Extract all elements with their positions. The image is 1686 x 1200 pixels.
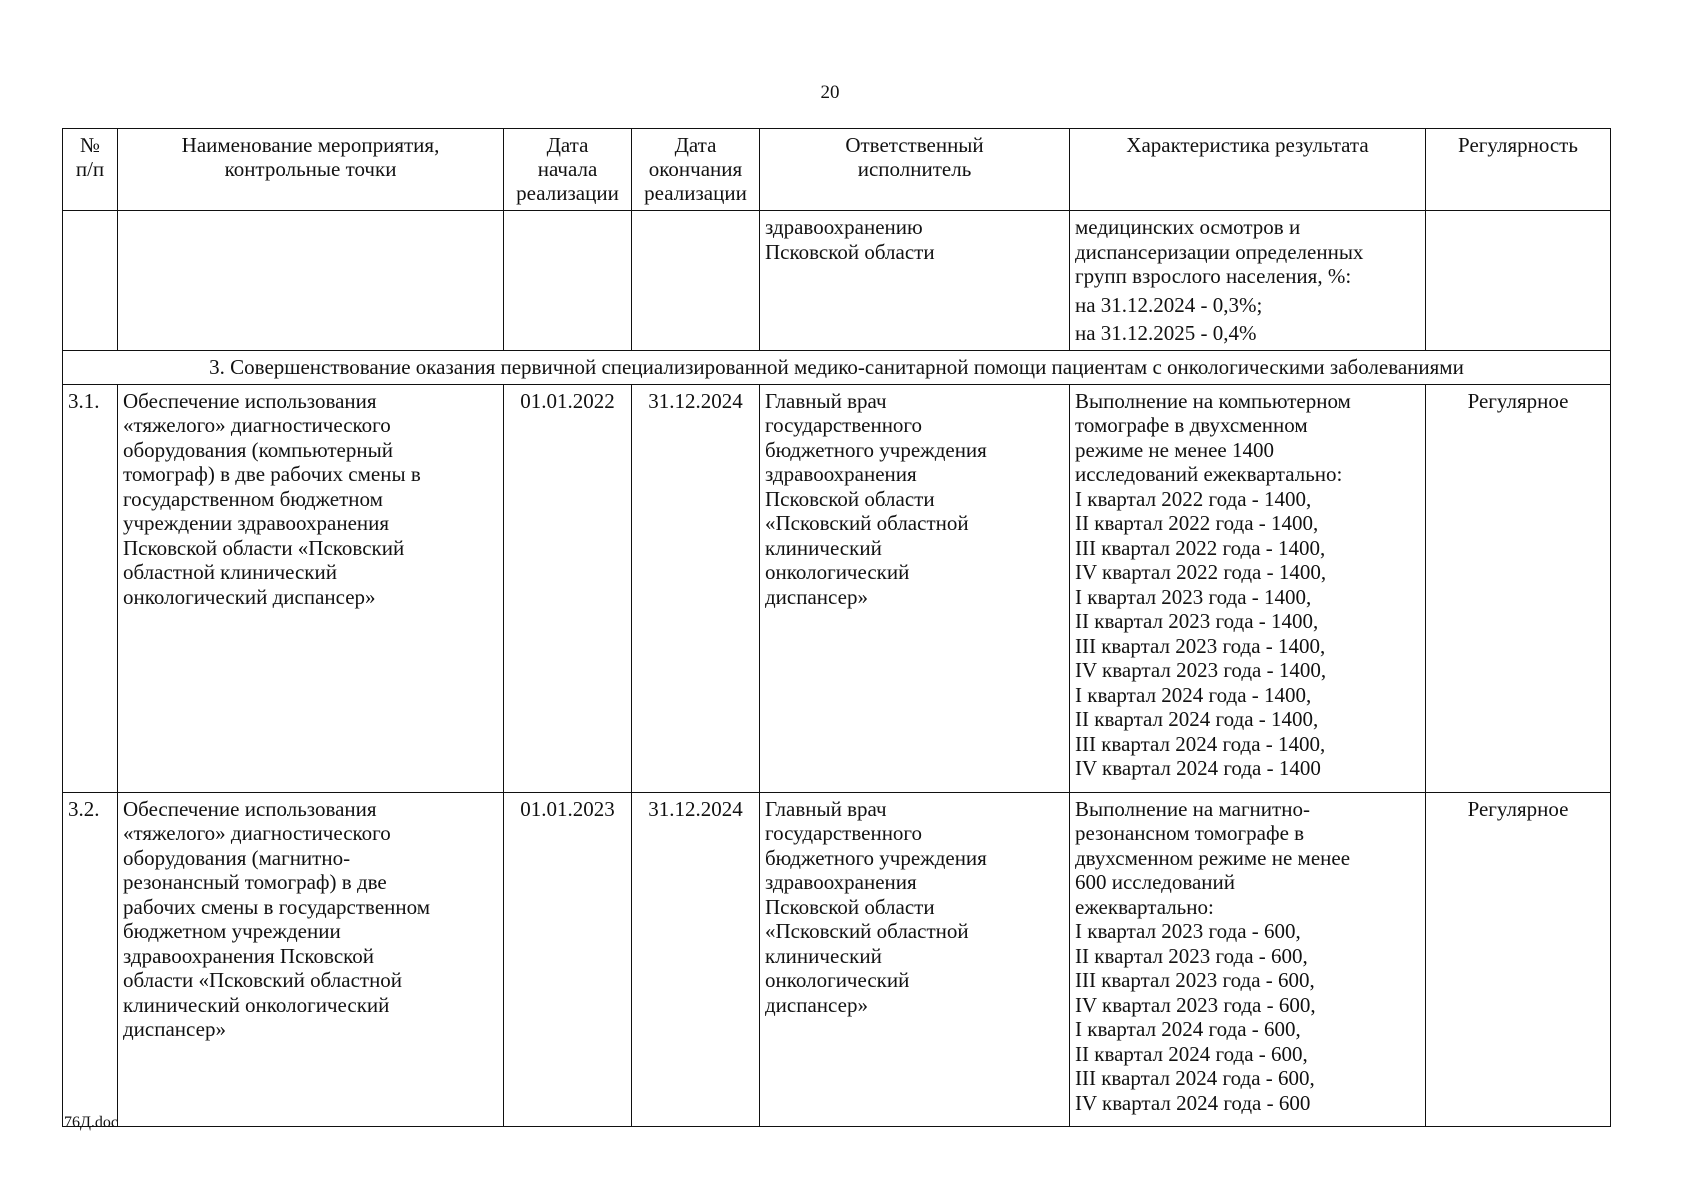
cont-start-cell [504, 211, 632, 351]
text-line: III квартал 2023 года - 600, [1075, 968, 1315, 992]
row-start-date: 01.01.2022 [504, 384, 632, 792]
header-name [118, 129, 504, 211]
text-line: на 31.12.2025 - 0,4% [1075, 321, 1257, 345]
row-end-date: 31.12.2024 [632, 384, 760, 792]
row-num: 3.2. [63, 792, 118, 1126]
text-line: исследований ежеквартально: [1075, 462, 1343, 486]
text-line: Псковской области [765, 894, 935, 919]
text-line: резонансном томографе в [1075, 821, 1305, 845]
header-num [63, 129, 118, 211]
text-line: Регулярность [1458, 133, 1578, 157]
text-line: п/п [75, 157, 105, 181]
text-line: Выполнение на компьютерном [1075, 388, 1351, 413]
text-line: реализации [644, 181, 747, 205]
text-line: Обеспечение использования [123, 796, 377, 821]
text-line: II квартал 2023 года - 1400, [1075, 609, 1319, 633]
text-line: IV квартал 2023 года - 600, [1075, 992, 1316, 1017]
header-row [63, 129, 1611, 211]
text-line: оборудования (магнитно- [123, 845, 351, 870]
page-number: 20 [820, 82, 840, 103]
row-responsible [760, 384, 1070, 792]
text-line: контрольные точки [224, 157, 397, 181]
text-line: № [79, 133, 101, 157]
text-line: рабочих смены в государственном [123, 894, 431, 919]
cont-result-dates [1075, 293, 1420, 346]
text-line: бюджетного учреждения [765, 437, 987, 462]
text-line: областной клинический [123, 560, 337, 584]
row-end-date: 31.12.2024 [632, 792, 760, 1126]
text-line: II квартал 2024 года - 1400, [1075, 707, 1319, 731]
text-line: Ответственный [845, 133, 984, 157]
text-line: IV квартал 2024 года - 1400 [1075, 756, 1321, 780]
text-line: бюджетном учреждении [123, 919, 341, 943]
text-line: 600 исследований [1075, 870, 1236, 894]
text-line: Выполнение на магнитно- [1075, 796, 1310, 821]
header-result [1070, 129, 1426, 211]
text-line: здравоохранению [765, 215, 923, 239]
text-line: IV квартал 2023 года - 1400, [1075, 658, 1327, 682]
cont-result-text [1075, 215, 1420, 289]
text-line: I квартал 2022 года - 1400, [1075, 486, 1312, 511]
text-line: бюджетного учреждения [765, 845, 987, 870]
text-line: реализации [516, 181, 619, 205]
row-name [118, 384, 504, 792]
text-line: Псковской области «Псковский [123, 535, 405, 560]
text-line: Наименование мероприятия, [181, 133, 440, 157]
continuation-row [63, 211, 1611, 351]
text-line: «тяжелого» диагностического [123, 821, 391, 845]
text-line: медицинских осмотров и [1075, 215, 1301, 239]
cont-end-cell [632, 211, 760, 351]
row-name [118, 792, 504, 1126]
cont-result-cell [1070, 211, 1426, 351]
text-line: государственного [765, 413, 923, 437]
text-line: Обеспечение использования [123, 388, 377, 413]
text-line: начала [537, 157, 598, 181]
text-line: диспансер» [765, 992, 868, 1017]
text-line: «Псковский областной [765, 919, 969, 943]
text-line: Главный врач [765, 796, 887, 821]
text-line: II квартал 2022 года - 1400, [1075, 511, 1319, 535]
plan-table [62, 128, 1611, 1127]
text-line: I квартал 2023 года - 1400, [1075, 584, 1312, 609]
text-line: Главный врач [765, 388, 887, 413]
text-line: клинический [765, 943, 882, 968]
text-line: I квартал 2024 года - 1400, [1075, 682, 1312, 707]
text-line: III квартал 2024 года - 600, [1075, 1066, 1315, 1090]
text-line: II квартал 2024 года - 600, [1075, 1041, 1308, 1066]
cont-regularity-cell [1426, 211, 1611, 351]
row-regularity: Регулярное [1426, 384, 1611, 792]
text-line: «Псковский областной [765, 511, 969, 535]
text-line: II квартал 2023 года - 600, [1075, 943, 1308, 968]
text-line: III квартал 2023 года - 1400, [1075, 633, 1326, 658]
table-row [63, 792, 1611, 1126]
table-row [63, 384, 1611, 792]
cont-num-cell [63, 211, 118, 351]
text-line: здравоохранения [765, 462, 917, 486]
text-line: диспансер» [123, 1017, 226, 1041]
text-line: диспансеризации определенных [1075, 239, 1364, 264]
text-line: томографе в двухсменном [1075, 413, 1308, 437]
row-regularity: Регулярное [1426, 792, 1611, 1126]
text-line: I квартал 2024 года - 600, [1075, 1017, 1301, 1041]
text-line: Дата [674, 133, 717, 157]
section-row [63, 351, 1611, 385]
header-responsible [760, 129, 1070, 211]
text-line: томограф) в две рабочих смены в [123, 462, 421, 486]
row-result [1070, 792, 1426, 1126]
text-line: клинический онкологический [123, 992, 390, 1017]
row-num: 3.1. [63, 384, 118, 792]
header-regularity [1426, 129, 1611, 211]
text-line: здравоохранения [765, 870, 917, 894]
text-line: области «Псковский областной [123, 968, 403, 992]
row-start-date: 01.01.2023 [504, 792, 632, 1126]
text-line: «тяжелого» диагностического [123, 413, 391, 437]
cont-responsible-cell [760, 211, 1070, 351]
text-line: III квартал 2022 года - 1400, [1075, 535, 1326, 560]
text-line: Характеристика результата [1126, 133, 1369, 157]
text-line: ежеквартально: [1075, 894, 1214, 919]
text-line: групп взрослого населения, %: [1075, 264, 1352, 288]
text-line: онкологический [765, 560, 910, 584]
text-line: на 31.12.2024 - 0,3%; [1075, 292, 1263, 317]
text-line: оборудования (компьютерный [123, 437, 393, 462]
text-line: резонансный томограф) в две [123, 870, 387, 894]
header-start-date [504, 129, 632, 211]
text-line: государственном бюджетном [123, 486, 383, 511]
text-line: I квартал 2023 года - 600, [1075, 919, 1301, 943]
cont-name-cell [118, 211, 504, 351]
text-line: диспансер» [765, 584, 868, 609]
text-line: IV квартал 2024 года - 600 [1075, 1090, 1311, 1115]
header-end-date [632, 129, 760, 211]
text-line: Псковской области [765, 239, 935, 264]
text-line: режиме не менее 1400 [1075, 437, 1274, 462]
text-line: онкологический диспансер» [123, 584, 376, 609]
text-line: Псковской области [765, 486, 935, 511]
row-responsible [760, 792, 1070, 1126]
text-line: учреждении здравоохранения [123, 511, 390, 535]
text-line: IV квартал 2022 года - 1400, [1075, 560, 1327, 584]
text-line: III квартал 2024 года - 1400, [1075, 731, 1326, 756]
text-line: клинический [765, 535, 882, 560]
text-line: онкологический [765, 968, 910, 992]
text-line: здравоохранения Псковской [123, 943, 375, 968]
row-result [1070, 384, 1426, 792]
text-line: государственного [765, 821, 923, 845]
text-line: Дата [546, 133, 589, 157]
section-title: 3. Совершенствование оказания первичной специализированной медико-санитарной помощи пациентам с онкологическими заболеваниями [63, 351, 1611, 385]
text-line: двухсменном режиме не менее [1075, 845, 1351, 870]
text-line: исполнитель [857, 157, 972, 181]
footer-filename: 76Д.doc [64, 1114, 119, 1131]
text-line: окончания [648, 157, 743, 181]
